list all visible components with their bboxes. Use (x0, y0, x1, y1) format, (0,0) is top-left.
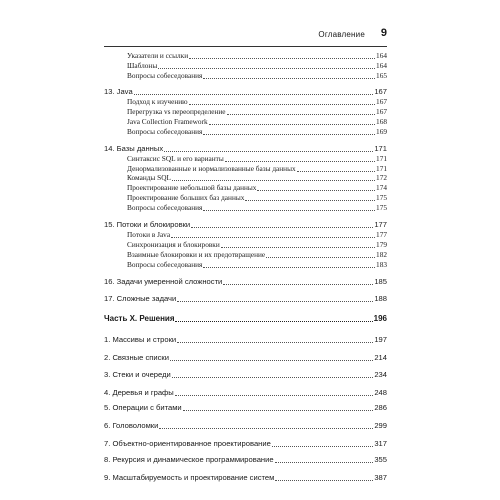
dot-leader (203, 71, 375, 79)
toc-entry-title: Команды SQL (127, 173, 171, 182)
toc-entry-title: Проектирование больших баз данных (127, 193, 245, 202)
dot-leader (172, 370, 374, 378)
toc-entry-title: 7. Объектно-ориентированное проектирование (104, 439, 271, 448)
toc-entry-page: 164 (376, 51, 387, 60)
toc-entry-title: Проектирование небольшой базы данных (127, 183, 257, 192)
toc-entry-page: 165 (376, 71, 387, 80)
toc-entry-page: 177 (376, 230, 387, 239)
toc-entry-page: 172 (376, 173, 387, 182)
toc-entry-title: 1. Массивы и строки (104, 335, 177, 344)
toc-entry-title: 15. Потоки и блокировки (104, 220, 191, 229)
header-title: Оглавление (318, 30, 365, 39)
toc-entry-page: 234 (374, 370, 387, 379)
toc-entry-title: 16. Задачи умеренной сложности (104, 277, 223, 286)
toc-chapter (104, 403, 387, 414)
dot-leader (175, 388, 374, 396)
dot-leader (189, 51, 375, 59)
toc-entry-title: Шаблоны (127, 61, 158, 70)
toc-entry-page: 286 (374, 403, 387, 412)
dot-leader (275, 473, 373, 481)
toc-chapter (104, 421, 387, 432)
toc-entry-title: 3. Стеки и очереди (104, 370, 171, 379)
toc-entry-title: Взаимные блокировки и их предотвращение (127, 250, 266, 259)
dot-leader (227, 107, 376, 115)
toc-entry-title: Java Collection Framework (127, 117, 208, 126)
toc-entry-title: Подход к изучению (127, 97, 188, 106)
toc-entry-title: Часть X. Решения (104, 314, 175, 323)
toc-subsection (104, 71, 387, 82)
dot-leader (275, 455, 374, 463)
toc-entry-title: Потоки в Java (127, 230, 171, 239)
toc-chapter (104, 294, 387, 305)
toc-chapter (104, 473, 387, 484)
toc-entry-page: 188 (374, 294, 387, 303)
toc-entry-title: 4. Деревья и графы (104, 388, 174, 397)
toc-entry-title: Синтаксис SQL и его варианты (127, 154, 224, 163)
toc-entry-page: 175 (376, 203, 387, 212)
dot-leader (177, 335, 373, 343)
toc-entry-title: Вопросы собеседования (127, 127, 203, 136)
toc-entry-page: 167 (376, 97, 387, 106)
toc-entry-page: 175 (376, 193, 387, 202)
dot-leader (171, 230, 375, 238)
dot-leader (297, 164, 375, 172)
toc-chapter (104, 439, 387, 450)
dot-leader (203, 260, 375, 268)
toc-entry-page: 171 (374, 144, 387, 153)
toc-chapter (104, 335, 387, 346)
dot-leader (221, 240, 375, 248)
dot-leader (272, 439, 374, 447)
toc-entry-page: 197 (374, 335, 387, 344)
toc-entry-page: 167 (376, 107, 387, 116)
toc-entry-page: 214 (374, 353, 387, 362)
dot-leader (175, 314, 372, 322)
toc-entry-title: 17. Сложные задачи (104, 294, 177, 303)
dot-leader (177, 294, 373, 302)
dot-leader (164, 144, 373, 152)
toc-entry-title: 14. Базы данных (104, 144, 164, 153)
toc-entry-title: Вопросы собеседования (127, 71, 203, 80)
header-page-number: 9 (380, 27, 387, 39)
toc-subsection (104, 127, 387, 138)
dot-leader (225, 154, 375, 162)
toc-part (104, 314, 387, 325)
toc-entry-page: 299 (374, 421, 387, 430)
toc-entry-page: 164 (376, 61, 387, 70)
toc-entry-page: 171 (376, 164, 387, 173)
toc-entry-page: 248 (374, 388, 387, 397)
toc-entry-page: 196 (373, 314, 387, 323)
toc-entry-page: 168 (376, 117, 387, 126)
toc-entry-title: 6. Головоломки (104, 421, 159, 430)
dot-leader (203, 203, 375, 211)
dot-leader (183, 403, 374, 411)
toc-entry-title: Перегрузка vs переопределение (127, 107, 226, 116)
toc-chapter (104, 370, 387, 381)
dot-leader (172, 173, 375, 181)
toc-entry-title: 5. Операции с битами (104, 403, 182, 412)
toc-chapter (104, 455, 387, 466)
toc-entry-page: 177 (374, 220, 387, 229)
dot-leader (158, 61, 375, 69)
dot-leader (159, 421, 373, 429)
toc-entry-title: 8. Рекурсия и динамическое программирование (104, 455, 274, 464)
dot-leader (189, 97, 375, 105)
toc-entry-page: 167 (374, 87, 387, 96)
toc-entry-page: 387 (374, 473, 387, 482)
toc-entry-title: 9. Масштабируемость и проектирование систем (104, 473, 275, 482)
dot-leader (245, 193, 375, 201)
toc-entry-page: 185 (374, 277, 387, 286)
dot-leader (223, 277, 373, 285)
toc-entry-page: 174 (376, 183, 387, 192)
dot-leader (191, 220, 373, 228)
toc-entry-title: 2. Связные списки (104, 353, 169, 362)
toc-entry-title: Синхронизация и блокировки (127, 240, 220, 249)
toc-subsection (104, 203, 387, 214)
book-page (104, 26, 387, 482)
toc-chapter (104, 353, 387, 364)
dot-leader (134, 87, 374, 95)
dot-leader (266, 250, 375, 258)
toc-entry-title: Вопросы собеседования (127, 203, 203, 212)
toc-entry-title: Вопросы собеседования (127, 260, 203, 269)
toc-entry-page: 355 (374, 455, 387, 464)
dot-leader (203, 127, 375, 135)
toc-chapter (104, 388, 387, 399)
toc-entry-page: 183 (376, 260, 387, 269)
toc-chapter (104, 277, 387, 288)
toc-entry-title: Денормализованные и нормализованные базы данных (127, 164, 296, 173)
toc-subsection (104, 260, 387, 271)
toc-entry-title: Указатели и ссылки (127, 51, 189, 60)
dot-leader (209, 117, 375, 125)
toc-entry-page: 179 (376, 240, 387, 249)
toc-entry-title: 13. Java (104, 87, 133, 96)
dot-leader (170, 353, 373, 361)
dot-leader (257, 183, 375, 191)
toc-entry-page: 182 (376, 250, 387, 259)
toc-entry-page: 317 (374, 439, 387, 448)
toc-entry-page: 169 (376, 127, 387, 136)
toc-entry-page: 171 (376, 154, 387, 163)
running-header (104, 26, 387, 47)
